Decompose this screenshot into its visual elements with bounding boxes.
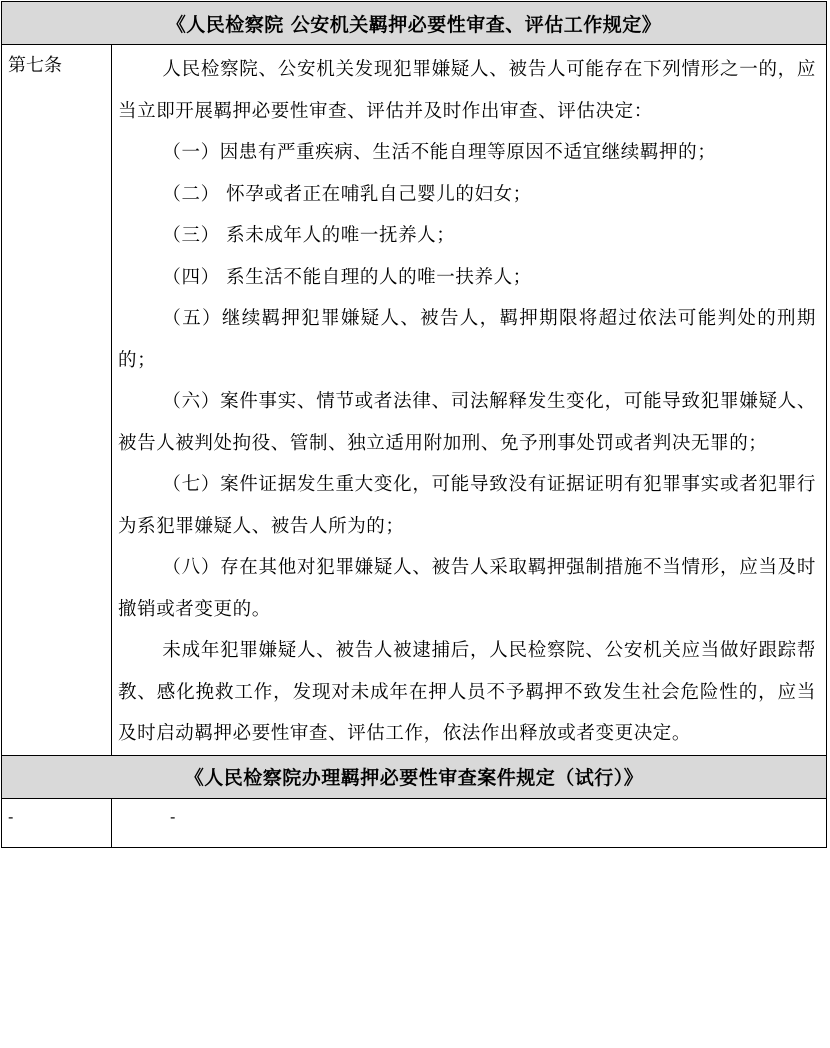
section-title: 《人民检察院办理羁押必要性审查案件规定（试行）》 — [2, 755, 827, 798]
section-title: 《人民检察院 公安机关羁押必要性审查、评估工作规定》 — [2, 2, 827, 45]
article-label: 第七条 — [2, 45, 112, 756]
article-paragraph: （六）案件事实、情节或者法律、司法解释发生变化，可能导致犯罪嫌疑人、被告人被判处拘役、管制、独立适用附加刑、免予刑事处罚或者判决无罪的； — [118, 391, 816, 454]
article-paragraph: （一）因患有严重疾病、生活不能自理等原因不适宜继续羁押的； — [162, 142, 717, 163]
article-row — [2, 45, 827, 756]
article-paragraph: （七）案件证据发生重大变化，可能导致没有证据证明有犯罪事实或者犯罪行为系犯罪嫌疑人、被告人所为的； — [118, 474, 816, 537]
section-header-row — [2, 2, 827, 45]
article-paragraph: （八）存在其他对犯罪嫌疑人、被告人采取羁押强制措施不当情形，应当及时撤销或者变更的。 — [118, 557, 816, 620]
article-row — [2, 798, 827, 847]
article-content: - — [112, 798, 827, 847]
article-paragraph: （四） 系生活不能自理的人的唯一扶养人； — [162, 266, 532, 288]
article-paragraph: 人民检察院、公安机关发现犯罪嫌疑人、被告人可能存在下列情形之一的，应当立即开展羁押必要性审查、评估并及时作出审查、评估决定： — [118, 59, 816, 122]
article-paragraph: （三） 系未成年人的唯一抚养人； — [162, 225, 456, 246]
section-header-row — [2, 755, 827, 798]
article-paragraph: （二） 怀孕或者正在哺乳自己婴儿的妇女； — [162, 183, 532, 205]
article-paragraph: （五）继续羁押犯罪嫌疑人、被告人，羁押期限将超过依法可能判处的刑期的； — [118, 308, 816, 371]
article-body — [112, 45, 827, 756]
regulation-table — [1, 1, 827, 848]
article-paragraph: 未成年犯罪嫌疑人、被告人被逮捕后，人民检察院、公安机关应当做好跟踪帮教、感化挽救工作，发现对未成年在押人员不予羁押不致发生社会危险性的，应当及时启动羁押必要性审查、评估工作，依法作出释放或者变更决定。 — [118, 640, 816, 744]
article-label: - — [2, 798, 112, 847]
